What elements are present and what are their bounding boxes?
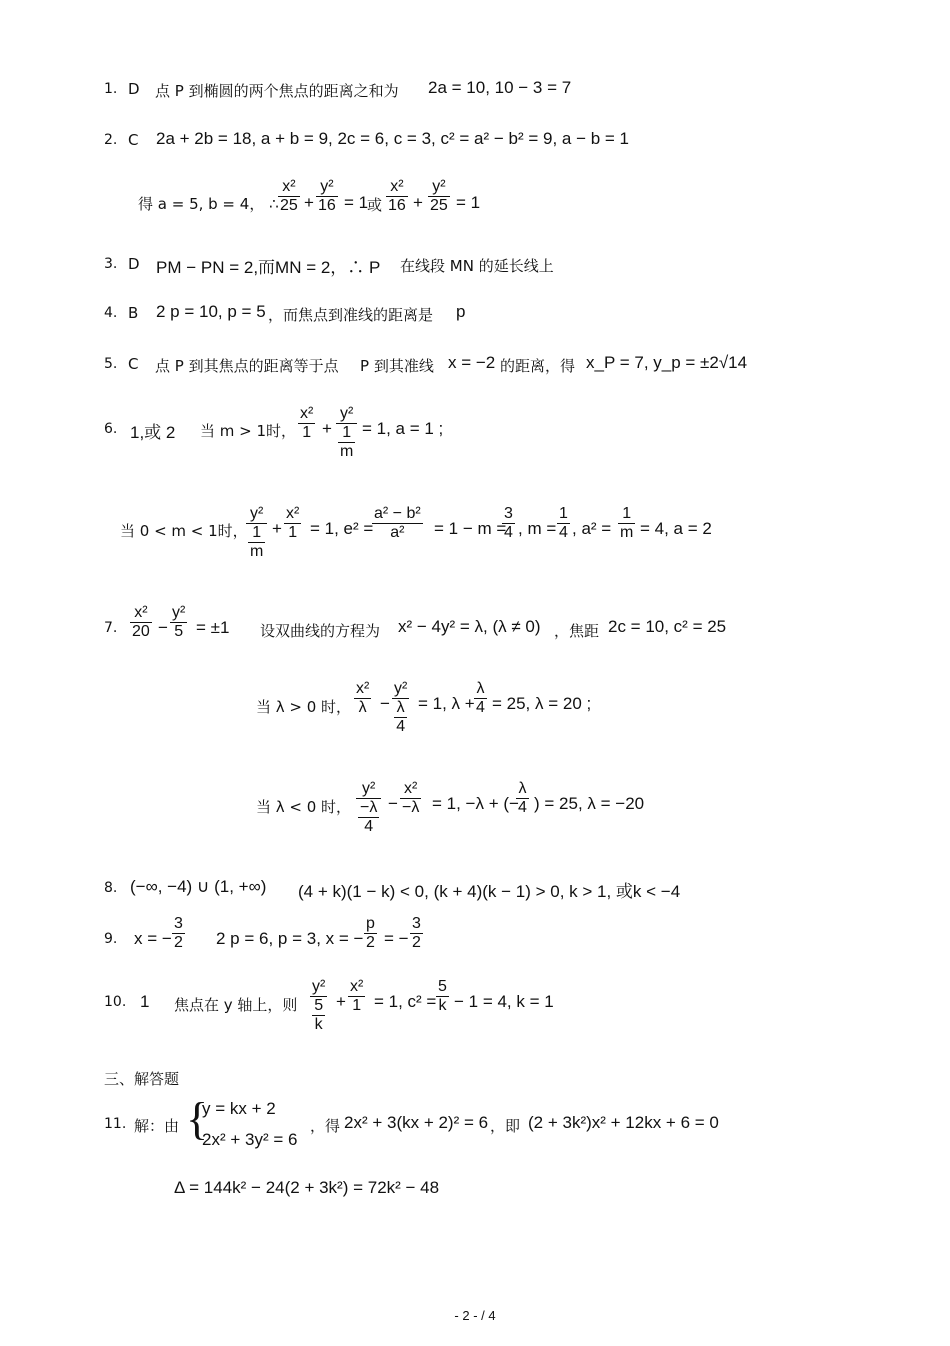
q4-answer: B: [128, 304, 139, 322]
q6-answer: 1,或 2: [130, 423, 176, 442]
q2-line2-prefix: 得 a = 5, b = 4， ∴: [138, 195, 279, 213]
q6-math2a: = 1, e² =: [310, 519, 374, 538]
q9-answer: x = −: [134, 929, 172, 948]
q4-number: 4.: [104, 305, 118, 321]
q10-answer: 1: [140, 992, 150, 1011]
q6-text2: 当 0 < m < 1时，: [120, 522, 248, 540]
fraction-a2b2-a2: $\frac{\text{a² − b²}}{\text{a²}}$: [374, 505, 421, 541]
fraction-y2-1m: $\frac{\text{y²}}{\frac{1}{m}}$: [336, 405, 357, 461]
fraction-x2-20: $\frac{\text{x²}}{20}$: [132, 604, 150, 640]
q5-answer: C: [128, 355, 139, 373]
fraction-y2-neglam4: $\frac{\text{y²}}{\frac{-\lambda}{4}}$: [356, 780, 381, 836]
fraction-3-4: $\frac{3}{4}$: [504, 505, 513, 541]
q10-number: 10.: [104, 994, 127, 1010]
fraction-y2-16: $\frac{\text{y²}}{16}$: [318, 178, 336, 214]
fraction-x2-16: $\frac{\text{x²}}{16}$: [388, 178, 406, 214]
q7-case-positive: 当 λ > 0 时，: [256, 698, 352, 716]
q6-math2d: , a² =: [572, 519, 612, 538]
fraction-1-m: $\frac{1}{m}$: [620, 505, 634, 541]
q9-number: 9.: [104, 931, 118, 947]
q11-delta: Δ = 144k² − 24(2 + 3k²) = 72k² − 48: [174, 1178, 440, 1197]
q2-or: 或: [367, 196, 383, 214]
q2-math: 2a + 2b = 18, a + b = 9, 2c = 6, c = 3, c² = a² − b² = 9, a − b = 1: [156, 129, 630, 148]
q5-text2: P 到其准线: [360, 357, 434, 375]
fraction-3-2: $\frac{3}{2}$: [174, 915, 183, 951]
page-footer: - 2 - / 4: [454, 1308, 496, 1323]
q11-math3: (2 + 3k²)x² + 12kx + 6 = 0: [528, 1113, 719, 1132]
q2-number: 2.: [104, 132, 118, 148]
q4-tail: p: [456, 302, 466, 321]
q6-number: 6.: [104, 421, 118, 437]
q7-answer: = ±1: [196, 618, 230, 637]
fraction-x2-neglam: $\frac{\text{x²}}{-\lambda}$: [402, 780, 420, 816]
fraction-y2-25: $\frac{\text{y²}}{25}$: [430, 178, 448, 214]
q11-number: 11.: [104, 1116, 127, 1132]
q7-math2: 2c = 10, c² = 25: [608, 617, 727, 636]
q7-l3m2: ) = 25, λ = −20: [534, 794, 645, 813]
fraction-p-2: $\frac{p}{2}$: [366, 915, 375, 951]
fraction-y2-5k: $\frac{\text{y²}}{\frac{5}{k}}$: [312, 978, 326, 1033]
fraction-x2-25: $\frac{\text{x²}}{25}$: [280, 178, 298, 214]
system-brace: {: [186, 1093, 209, 1144]
q3-number: 3.: [104, 256, 118, 272]
q1-text: 点 P 到椭圆的两个焦点的距离之和为: [155, 82, 399, 100]
q5-math: x = −2: [448, 353, 496, 372]
fraction-3-2-b: $\frac{3}{2}$: [412, 915, 421, 951]
fraction-1-4: $\frac{1}{4}$: [559, 505, 568, 541]
q2-eq1: = 1: [344, 193, 369, 212]
fraction-y2-1m-b: $\frac{\text{y²}}{\frac{1}{m}}$: [246, 505, 267, 561]
q7-math1: x² − 4y² = λ, (λ ≠ 0): [398, 617, 541, 636]
q11-text2: ，得: [310, 1117, 341, 1135]
q11-text3: ，即: [490, 1117, 521, 1135]
fraction-x2-1: $\frac{\text{x²}}{1}$: [300, 405, 314, 441]
q5-text3: 的距离，得: [500, 357, 576, 375]
q7-l3m: = 1, −λ + (−: [432, 794, 519, 813]
q3-math: PM − PN = 2,而MN = 2，∴ P: [156, 258, 381, 277]
q6-math2b: = 1 − m =: [434, 519, 507, 538]
q5-number: 5.: [104, 356, 118, 372]
q10-text: 焦点在 y 轴上，则: [174, 996, 298, 1014]
q7-text2: ，焦距: [554, 622, 600, 640]
q4-text: ，而焦点到准线的距离是: [268, 306, 434, 324]
q6-math1: = 1, a = 1 ;: [362, 419, 444, 438]
q2-eq2: = 1: [456, 193, 481, 212]
q9-eq: = −: [384, 929, 409, 948]
fraction-5-k: $\frac{5}{k}$: [438, 978, 447, 1014]
q2-answer: C: [128, 131, 139, 149]
q4-math: 2 p = 10, p = 5: [156, 302, 266, 321]
q6-text1: 当 m > 1时，: [200, 422, 297, 440]
q1-answer: D: [128, 80, 140, 98]
q11-math2: 2x² + 3(kx + 2)² = 6: [344, 1113, 489, 1132]
q7-case-negative: 当 λ < 0 时，: [256, 798, 352, 816]
fraction-x2-lam: $\frac{\text{x²}}{\lambda}$: [356, 680, 370, 716]
fraction-x2-1-c: $\frac{\text{x²}}{1}$: [350, 978, 364, 1014]
q10-math2: − 1 = 4, k = 1: [454, 992, 554, 1011]
fraction-lam-4: $\frac{\lambda}{4}$: [476, 680, 485, 716]
q1-math: 2a = 10, 10 − 3 = 7: [428, 78, 572, 97]
fraction-y2-5: $\frac{\text{y²}}{5}$: [172, 604, 186, 640]
section-heading: 三、解答题: [104, 1070, 180, 1088]
q11-text: 解：由: [134, 1117, 180, 1135]
q7-l2m: = 1, λ +: [418, 694, 475, 713]
q7-l2m2: = 25, λ = 20 ;: [492, 694, 592, 713]
q6-math2e: = 4, a = 2: [640, 519, 712, 538]
q3-text: 在线段 MN 的延长线上: [400, 257, 554, 275]
fraction-lam-4-b: $\frac{\lambda}{4}$: [518, 780, 527, 816]
q8-answer: (−∞, −4) ∪ (1, +∞): [130, 877, 267, 896]
q7-text1: 设双曲线的方程为: [260, 622, 381, 640]
q11-system-eq1: y = kx + 2: [202, 1099, 276, 1118]
q10-math1: = 1, c² =: [374, 992, 437, 1011]
q8-math: (4 + k)(1 − k) < 0, (k + 4)(k − 1) > 0, k > 1, 或k < −4: [298, 882, 681, 901]
q6-math2c: , m =: [518, 519, 557, 538]
q3-answer: D: [128, 255, 140, 273]
q5-text1: 点 P 到其焦点的距离等于点: [155, 357, 339, 375]
q1-number: 1.: [104, 81, 118, 97]
fraction-x2-1-b: $\frac{\text{x²}}{1}$: [286, 505, 300, 541]
q11-system-eq2: 2x² + 3y² = 6: [202, 1130, 298, 1149]
q5-math2: x_P = 7, y_p = ±2√14: [586, 353, 748, 372]
fraction-y2-lam4: $\frac{\text{y²}}{\frac{\lambda}{4}}$: [394, 680, 408, 735]
q7-number: 7.: [104, 620, 118, 636]
q9-math: 2 p = 6, p = 3, x = −: [216, 929, 364, 948]
q8-number: 8.: [104, 880, 118, 896]
